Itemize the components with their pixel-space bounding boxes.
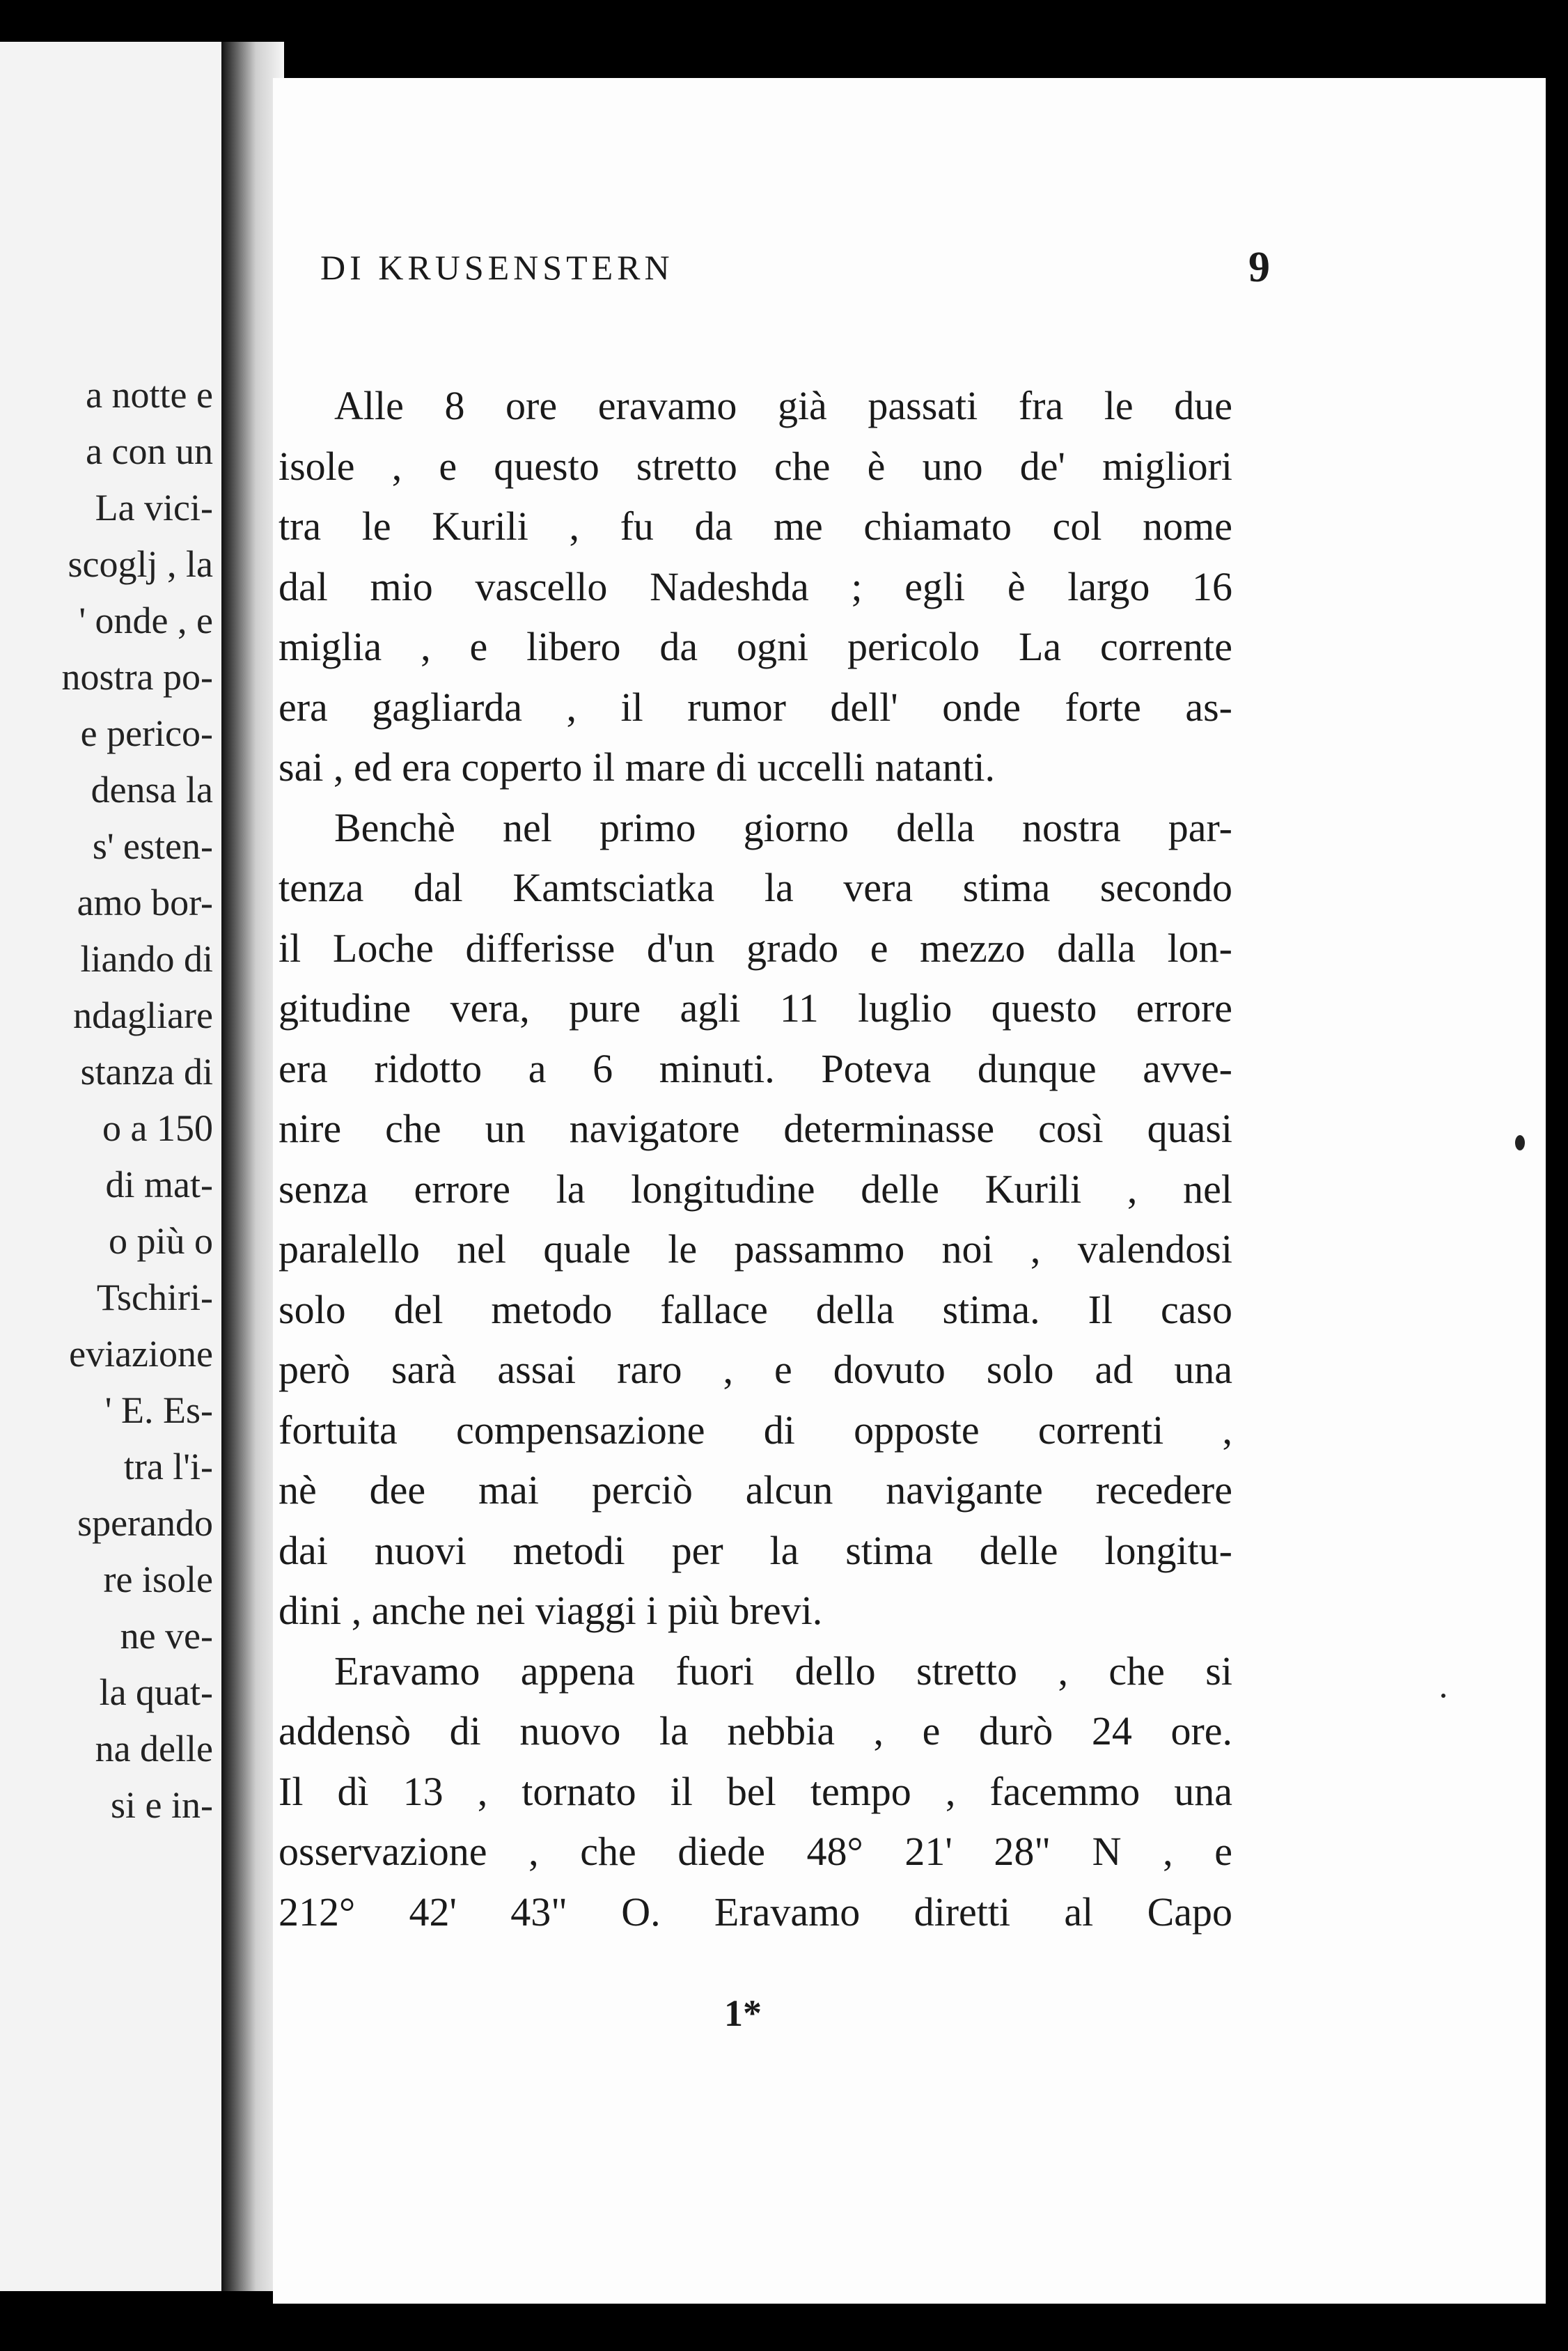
running-head-title: DI KRUSENSTERN — [320, 248, 674, 287]
page-number: 9 — [1248, 244, 1274, 291]
left-page-line: scoglj , la — [68, 543, 213, 585]
left-page-line: amo bor- — [77, 882, 213, 923]
ink-speck — [1441, 1694, 1445, 1698]
text-line: miglia , e libero da ogni pericolo La corrente — [279, 624, 1232, 669]
text-line: dai nuovi metodi per la stima delle longitu- — [279, 1527, 1232, 1573]
text-line: però sarà assai raro , e dovuto solo ad una — [279, 1347, 1232, 1392]
left-page-line: densa la — [91, 769, 213, 811]
signature-mark: 1* — [724, 1992, 762, 2034]
text-line: fortuita compensazione di opposte correnti , — [279, 1407, 1232, 1453]
left-page-line: ' E. Es- — [104, 1389, 213, 1431]
left-facing-page — [0, 42, 230, 2291]
left-page-line: La vici- — [95, 487, 213, 529]
text-line: il Loche differisse d'un grado e mezzo dalla lon- — [279, 925, 1232, 971]
text-line: era ridotto a 6 minuti. Poteva dunque avve- — [279, 1045, 1232, 1091]
left-page-line: na delle — [95, 1728, 213, 1770]
text-line: dal mio vascello Nadeshda ; egli è largo 16 — [279, 563, 1232, 609]
text-line: Eravamo appena fuori dello stretto , che si — [334, 1648, 1232, 1694]
text-line: paralello nel quale le passammo noi , valendosi — [279, 1226, 1232, 1272]
left-page-line: Tschiri- — [96, 1276, 213, 1318]
left-page-line: a con un — [86, 430, 213, 472]
left-page-line: ' onde , e — [79, 600, 213, 641]
left-page-line: e perico- — [80, 712, 213, 754]
left-page-line: liando di — [80, 938, 213, 980]
left-page-line: sperando — [77, 1502, 213, 1544]
text-line: Benchè nel primo giorno della nostra par- — [334, 804, 1232, 850]
left-page-line: o a 150 — [102, 1107, 213, 1149]
text-line: osservazione , che diede 48° 21' 28" N , e — [279, 1829, 1232, 1874]
left-page-line: ne ve- — [120, 1615, 213, 1657]
text-line: solo del metodo fallace della stima. Il caso — [279, 1286, 1232, 1332]
text-line: Il dì 13 , tornato il bel tempo , facemmo una — [279, 1768, 1232, 1814]
left-page-line: o più o — [108, 1220, 213, 1262]
text-line: tenza dal Kamtsciatka la vera stima secondo — [279, 865, 1232, 910]
left-page-line: stanza di — [80, 1051, 213, 1093]
text-line: tra le Kurili , fu da me chiamato col nome — [279, 503, 1232, 549]
text-line: nè dee mai perciò alcun navigante recedere — [279, 1467, 1232, 1513]
left-page-line: s' esten- — [92, 825, 213, 867]
text-line: isole , e questo stretto che è uno de' migliori — [279, 443, 1232, 489]
left-page-line: la quat- — [99, 1671, 213, 1713]
text-line: 212° 42' 43" O. Eravamo diretti al Capo — [279, 1889, 1232, 1935]
left-page-line: nostra po- — [61, 656, 213, 698]
text-line: sai , ed era coperto il mare di uccelli natanti. — [279, 744, 996, 790]
left-page-line: tra l'i- — [123, 1446, 213, 1487]
left-page-line: eviazione — [69, 1333, 213, 1375]
left-page-line: re isole — [103, 1559, 213, 1600]
left-page-line: a notte e — [86, 374, 213, 416]
text-line: Alle 8 ore eravamo già passati fra le due — [334, 383, 1232, 428]
text-line: era gagliarda , il rumor dell' onde forte as- — [279, 684, 1232, 730]
text-line: addensò di nuovo la nebbia , e durò 24 ore. — [279, 1708, 1232, 1754]
text-line: nire che un navigatore determinasse così quasi — [279, 1106, 1232, 1151]
text-line: senza errore la longitudine delle Kurili , nel — [279, 1166, 1232, 1212]
ink-speck — [1515, 1135, 1525, 1150]
body-text — [279, 376, 1232, 1942]
text-line: dini , anche nei viaggi i più brevi. — [279, 1588, 823, 1633]
left-page-line: ndagliare — [73, 994, 213, 1036]
left-page-line: di mat- — [105, 1164, 213, 1205]
text-line: gitudine vera, pure agli 11 luglio questo errore — [279, 985, 1232, 1031]
left-page-line: si e in- — [111, 1784, 213, 1826]
